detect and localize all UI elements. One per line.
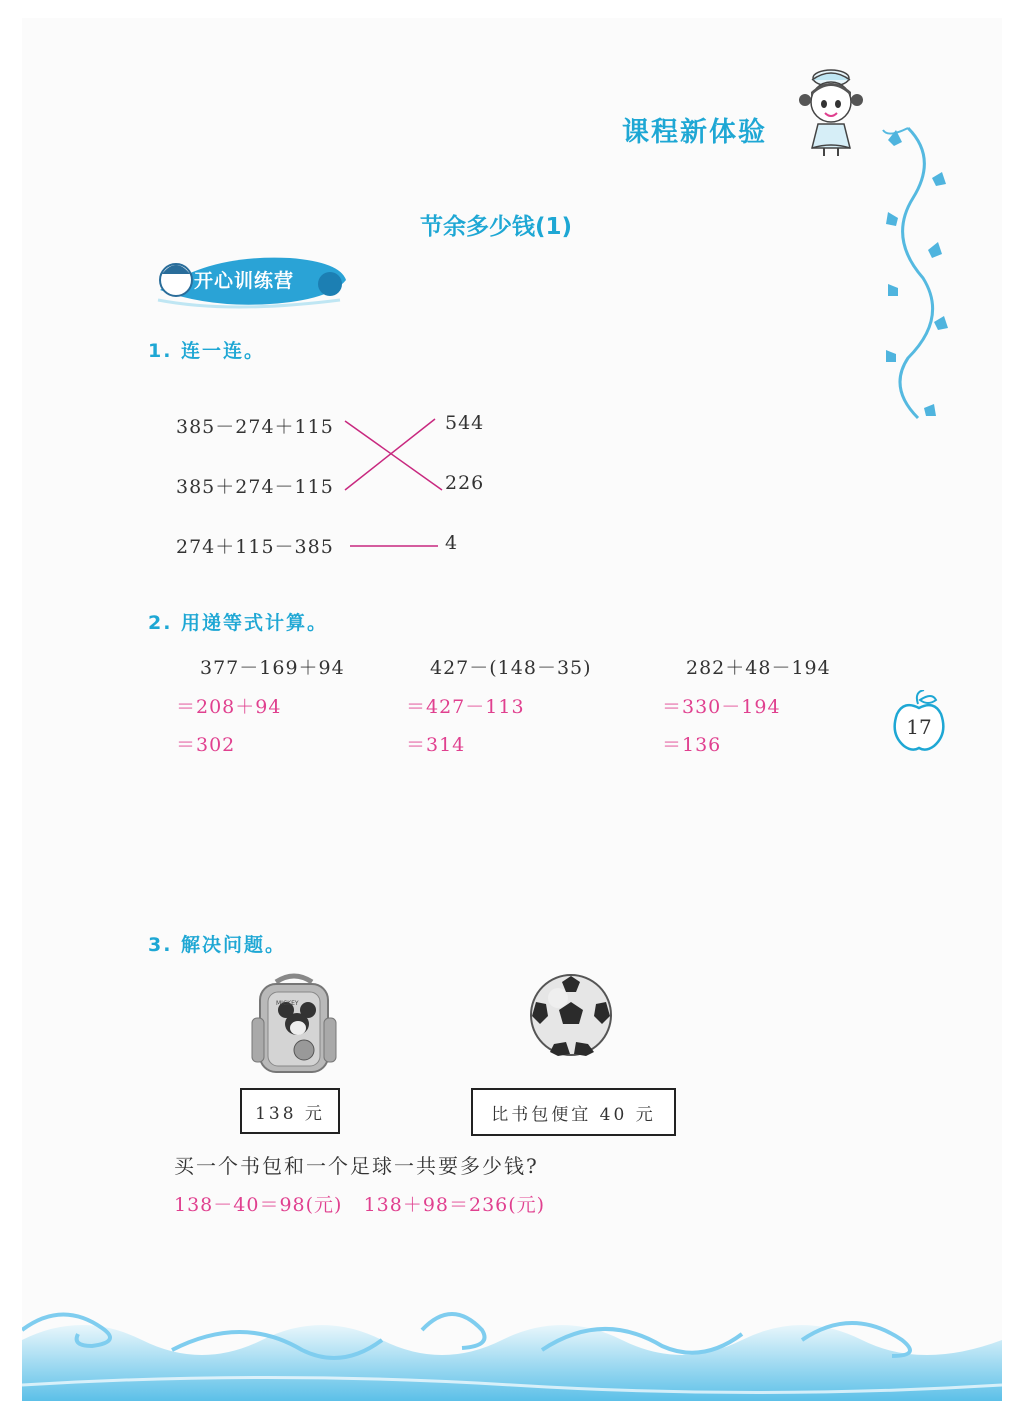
backpack-price-box: 138 元: [240, 1088, 340, 1134]
word-problem-answer: 138－40＝98(元) 138＋98＝236(元): [174, 1194, 546, 1216]
word-problem-question: 买一个书包和一个足球一共要多少钱?: [174, 1154, 539, 1178]
calc-answer-2-step2: ＝314: [406, 734, 466, 756]
match-left-item-2: 385＋274－115: [176, 476, 334, 498]
calc-answer-1-step1: ＝208＋94: [176, 696, 282, 718]
section-2-heading: 2. 用递等式计算。: [148, 612, 329, 634]
calc-answer-2-step1: ＝427－113: [406, 696, 525, 718]
page-number: 17: [906, 715, 932, 739]
svg-text:MICKEY: MICKEY: [276, 1000, 299, 1007]
calc-answer-3-step1: ＝330－194: [662, 696, 781, 718]
page-number-apple-icon: [892, 690, 946, 754]
calc-problem-3: 282＋48－194: [686, 657, 831, 679]
match-right-item-1: 544: [445, 412, 485, 434]
calc-answer-1-step2: ＝302: [176, 734, 236, 756]
calc-problem-2: 427－(148－35): [430, 657, 592, 679]
match-right-item-3: 4: [445, 532, 459, 554]
calc-problem-1: 377－169＋94: [200, 657, 345, 679]
match-line-2-to-1: [345, 419, 435, 490]
calc-answer-3-step2: ＝136: [662, 734, 722, 756]
match-line-1-to-2: [345, 421, 442, 490]
training-camp-label: 开心训练营: [194, 270, 295, 292]
wave-footer-decoration-icon: [22, 1290, 1002, 1401]
match-left-item-3: 274＋115－385: [176, 536, 334, 558]
section-3-heading: 3. 解决问题。: [148, 934, 287, 956]
matching-lines: [0, 0, 1024, 600]
match-right-item-2: 226: [445, 472, 485, 494]
ball-price-box: 比书包便宜 40 元: [471, 1088, 676, 1136]
header-title: 课程新体验: [622, 117, 767, 148]
match-left-item-1: 385－274＋115: [176, 416, 334, 438]
lesson-title: 节余多少钱(1): [420, 214, 573, 240]
section-1-heading: 1. 连一连。: [148, 340, 266, 362]
mickey-backpack-image: [246, 972, 342, 1076]
soccer-ball-image: [528, 972, 614, 1058]
